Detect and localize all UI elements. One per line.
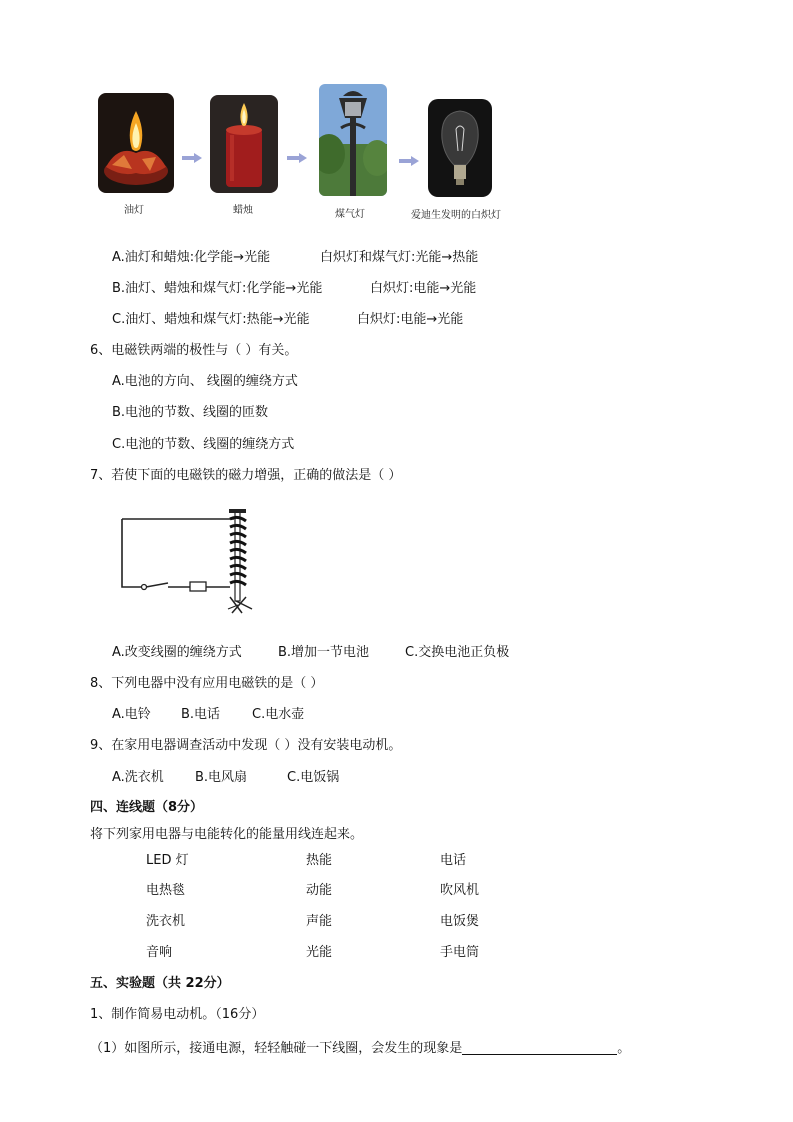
match-energy-4: 光能 — [306, 945, 333, 960]
arrow-right-icon — [286, 152, 308, 164]
match-energy-1: 热能 — [306, 853, 333, 868]
match-device-4: 手电筒 — [440, 945, 480, 960]
section4-instruction: 将下列家用电器与电能转化的能量用线连起来。 — [90, 827, 364, 842]
q6-option-b: B.电池的节数、线圈的匝数 — [112, 405, 269, 420]
match-appliance-1: LED 灯 — [146, 853, 189, 868]
match-device-3: 电饭煲 — [440, 914, 480, 929]
question-end: 。 — [617, 1041, 631, 1056]
q9-option-c: C.电饭锅 — [287, 770, 340, 785]
q8-stem: 8、下列电器中没有应用电磁铁的是（ ） — [90, 676, 324, 691]
figure-caption-bulb: 爱迪生发明的白炽灯 — [411, 210, 501, 221]
match-device-1: 电话 — [440, 853, 467, 868]
arrow-right-icon — [398, 155, 420, 167]
q5-option-b-left: B.油灯、蜡烛和煤气灯:化学能→光能 — [112, 281, 323, 296]
figure-caption-candle: 蜡烛 — [233, 205, 253, 216]
q8-option-c: C.电水壶 — [252, 707, 305, 722]
q5-option-a-left: A.油灯和蜡烛:化学能→光能 — [112, 250, 271, 265]
q5-option-c-right: 白炽灯:电能→光能 — [357, 312, 464, 327]
oil-lamp-photo — [98, 93, 174, 193]
q5-option-c-left: C.油灯、蜡烛和煤气灯:热能→光能 — [112, 312, 310, 327]
figure-caption-oil-lamp: 油灯 — [124, 205, 144, 216]
q6-option-c: C.电池的节数、线圈的缠绕方式 — [112, 437, 295, 452]
q6-stem: 6、电磁铁两端的极性与（ ）有关。 — [90, 343, 298, 358]
section4-title: 四、连线题（8分） — [90, 800, 204, 815]
q8-option-a: A.电铃 — [112, 707, 151, 722]
q9-option-a: A.洗衣机 — [112, 770, 164, 785]
match-appliance-3: 洗衣机 — [146, 914, 186, 929]
q6-option-a: A.电池的方向、 线圈的缠绕方式 — [112, 374, 298, 389]
match-appliance-2: 电热毯 — [146, 883, 186, 898]
q5-option-b-right: 白炽灯:电能→光能 — [370, 281, 477, 296]
q9-stem: 9、在家用电器调查活动中发现（ ）没有安装电动机。 — [90, 738, 402, 753]
match-appliance-4: 音响 — [146, 945, 173, 960]
match-energy-3: 声能 — [306, 914, 333, 929]
candle-photo — [210, 95, 278, 193]
q7-option-c: C.交换电池正负极 — [405, 645, 510, 660]
q5-option-a-right: 白炽灯和煤气灯:光能→热能 — [320, 250, 479, 265]
electromagnet-circuit-diagram — [112, 505, 272, 620]
section5-title: 五、实验题（共 22分） — [90, 976, 230, 991]
answer-blank[interactable] — [462, 1040, 617, 1055]
q7-option-a: A.改变线圈的缠绕方式 — [112, 645, 242, 660]
match-energy-2: 动能 — [306, 883, 333, 898]
gas-lamp-photo — [319, 84, 387, 196]
q7-option-b: B.增加一节电池 — [278, 645, 370, 660]
q9-option-b: B.电风扇 — [195, 770, 248, 785]
arrow-right-icon — [181, 152, 203, 164]
q7-stem: 7、若使下面的电磁铁的磁力增强，正确的做法是（ ） — [90, 468, 402, 483]
figure-caption-gas-lamp: 煤气灯 — [335, 209, 365, 220]
incandescent-bulb-photo — [428, 99, 492, 197]
section5-question-1: 1、制作简易电动机。（16分） — [90, 1007, 265, 1022]
question-text: （1）如图所示，接通电源，轻轻触碰一下线圈，会发生的现象是 — [90, 1041, 463, 1056]
section5-question-1-1 — [90, 1040, 630, 1058]
q8-option-b: B.电话 — [181, 707, 221, 722]
match-device-2: 吹风机 — [440, 883, 480, 898]
